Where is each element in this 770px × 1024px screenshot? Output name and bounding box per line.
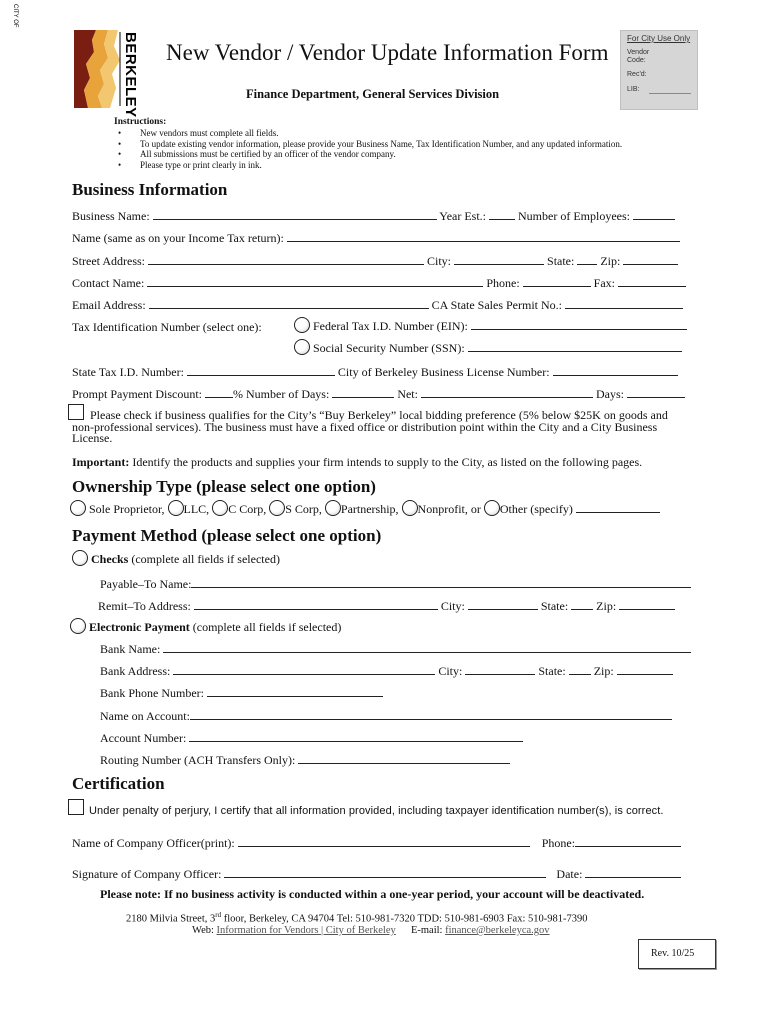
business-name-field[interactable] — [153, 208, 437, 220]
remit-zip-field[interactable] — [619, 598, 675, 610]
checks-note: (complete all fields if selected) — [131, 552, 280, 566]
account-number-field[interactable] — [189, 730, 523, 742]
electronic-row — [70, 618, 341, 635]
ownership-label-other: Other (specify) — [499, 502, 573, 516]
instruction-item: • Please type or print clearly in ink. — [118, 160, 622, 171]
fax-label: Fax: — [593, 276, 615, 290]
vendor-code-label: Vendor Code: — [627, 49, 650, 64]
ownership-radio-scorp[interactable] — [269, 500, 285, 516]
ownership-label-scorp: S Corp, — [285, 502, 322, 516]
ssn-radio[interactable] — [294, 339, 310, 355]
address-contact: floor, Berkeley, CA 94704 Tel: 510-981-7320 TDD: 510-981-6903 Fax: 510-981-7390 — [221, 913, 588, 925]
ssn-field[interactable] — [468, 340, 682, 352]
instruction-item: • To update existing vendor information, please provide your Business Name, Tax Identification Number, and any updated information. — [118, 139, 622, 150]
remit-zip-label: Zip: — [596, 599, 617, 613]
electronic-note: (complete all fields if selected) — [192, 620, 342, 634]
account-number-label: Account Number: — [100, 731, 187, 745]
important-text: Identify the products and supplies your firm intends to supply to the City, as listed on the following pages. — [132, 455, 643, 469]
email-link-label: E-mail: — [410, 925, 443, 936]
bank-phone-label: Bank Phone Number: — [100, 686, 204, 700]
officer-phone-field[interactable] — [575, 835, 681, 847]
business-name-label: Business Name: — [72, 209, 150, 223]
remit-city-field[interactable] — [468, 598, 538, 610]
year-est-field[interactable] — [489, 208, 515, 220]
phone-field[interactable] — [523, 275, 591, 287]
tax-name-field[interactable] — [287, 230, 680, 242]
footer-address — [126, 911, 588, 925]
contact-row — [72, 275, 686, 291]
date-field[interactable] — [585, 866, 681, 878]
page-title: New Vendor / Vendor Update Information Form — [166, 40, 609, 65]
bank-address-field[interactable] — [173, 663, 435, 675]
ownership-label-ccorp: C Corp, — [228, 502, 267, 516]
ein-radio[interactable] — [294, 317, 310, 333]
checks-row — [72, 550, 280, 567]
remit-to-field[interactable] — [194, 598, 438, 610]
lib-line — [649, 93, 691, 94]
ownership-radio-other[interactable] — [484, 500, 500, 516]
tin-label: Tax Identification Number (select one): — [72, 320, 262, 334]
finance-email-link[interactable]: finance@berkeleyca.gov — [445, 925, 550, 936]
officer-name-field[interactable] — [238, 835, 530, 847]
deactivation-note: Please note: If no business activity is conducted within a one-year period, your account will be deactivated. — [100, 887, 645, 901]
certification-heading: Certification — [72, 774, 165, 793]
ownership-other-field[interactable] — [576, 501, 660, 513]
address-superscript: rd — [215, 911, 222, 919]
ownership-label-sole: Sole Proprietor, — [89, 502, 165, 516]
city-use-heading: For City Use Only — [627, 34, 691, 43]
ownership-options — [70, 500, 660, 517]
recd-label: Rec'd: — [627, 71, 647, 78]
logo-city-of: CITY OF — [12, 4, 18, 28]
street-row — [72, 253, 678, 269]
ownership-radio-sole[interactable] — [70, 500, 86, 516]
bank-address-row — [100, 663, 673, 679]
routing-field[interactable] — [298, 752, 510, 764]
signature-field[interactable] — [224, 866, 546, 878]
business-heading: Business Information — [72, 180, 228, 199]
state-field[interactable] — [577, 253, 597, 265]
bank-city-field[interactable] — [465, 663, 535, 675]
ownership-radio-nonprofit[interactable] — [402, 500, 418, 516]
ownership-label-nonprofit: Nonprofit, or — [417, 502, 481, 516]
officer-name-row — [72, 835, 681, 851]
street-field[interactable] — [148, 253, 424, 265]
bank-zip-label: Zip: — [593, 664, 614, 678]
electronic-label: Electronic Payment — [89, 620, 190, 634]
instruction-item: • New vendors must complete all fields. — [118, 128, 622, 139]
address-text: 2180 Milvia Street, 3 — [126, 913, 216, 925]
ein-label: Federal Tax I.D. Number (EIN): — [313, 319, 468, 333]
electronic-radio[interactable] — [70, 618, 86, 634]
fax-field[interactable] — [618, 275, 686, 287]
instructions-list — [118, 128, 622, 170]
payable-to-row — [100, 576, 691, 592]
ssn-row — [294, 339, 682, 356]
contact-label: Contact Name: — [72, 276, 145, 290]
bank-name-row — [100, 641, 691, 657]
ownership-radio-ccorp[interactable] — [212, 500, 228, 516]
email-row — [72, 297, 683, 313]
license-field[interactable] — [553, 364, 678, 376]
page-subtitle: Finance Department, General Services Division — [246, 87, 500, 101]
year-est-label: Year Est.: — [439, 209, 487, 223]
num-days-field[interactable] — [332, 386, 394, 398]
city-label: City: — [427, 254, 452, 268]
net-label: Net: — [397, 387, 418, 401]
bank-name-label: Bank Name: — [100, 642, 161, 656]
zip-label: Zip: — [600, 254, 621, 268]
officer-name-label: Name of Company Officer(print): — [72, 836, 235, 850]
discount-pct-field[interactable] — [205, 386, 233, 398]
ein-field[interactable] — [471, 318, 687, 330]
web-label: Web: — [192, 925, 214, 936]
payable-to-field[interactable] — [191, 576, 691, 588]
account-name-row — [100, 708, 672, 724]
ein-row — [294, 317, 687, 334]
bank-state-label: State: — [538, 664, 566, 678]
state-label: State: — [547, 254, 575, 268]
remit-to-row — [98, 598, 675, 614]
ownership-label-partnership: Partnership, — [340, 502, 399, 516]
payable-to-label: Payable–To Name: — [100, 577, 192, 591]
license-label: City of Berkeley Business License Number: — [337, 365, 550, 379]
bank-state-field[interactable] — [569, 663, 591, 675]
date-label: Date: — [556, 867, 583, 881]
ssn-label: Social Security Number (SSN): — [313, 341, 465, 355]
account-name-field[interactable] — [190, 708, 672, 720]
zip-field[interactable] — [623, 253, 678, 265]
bank-city-label: City: — [438, 664, 463, 678]
footer-web — [192, 925, 550, 936]
checks-radio[interactable] — [72, 550, 88, 566]
ownership-radio-partnership[interactable] — [325, 500, 341, 516]
days-label: Days: — [595, 387, 624, 401]
city-field[interactable] — [454, 253, 544, 265]
revision-label: Rev. 10/25 — [651, 948, 695, 959]
email-field[interactable] — [149, 297, 429, 309]
remit-state-field[interactable] — [571, 598, 593, 610]
checks-label: Checks — [91, 552, 129, 566]
lib-label: LIB: — [627, 86, 640, 93]
account-name-label: Name on Account: — [100, 709, 190, 723]
bank-address-label: Bank Address: — [100, 664, 171, 678]
bank-phone-field[interactable] — [207, 685, 383, 697]
city-logo — [12, 4, 154, 118]
tax-name-label: Name (same as on your Income Tax return): — [72, 231, 284, 245]
state-tax-row — [72, 364, 678, 380]
account-number-row — [100, 730, 523, 746]
tax-name-row — [72, 230, 680, 246]
important-row — [72, 455, 642, 470]
business-name-row — [72, 208, 675, 224]
vendor-info-link[interactable]: Information for Vendors | City of Berkeley — [216, 925, 396, 936]
state-tax-label: State Tax I.D. Number: — [72, 365, 184, 379]
prompt-discount-label: Prompt Payment Discount: — [72, 387, 202, 401]
routing-row — [100, 752, 510, 768]
remit-city-label: City: — [440, 599, 465, 613]
prompt-discount-row — [72, 386, 685, 402]
remit-state-label: State: — [540, 599, 569, 613]
street-label: Street Address: — [72, 254, 145, 268]
ca-permit-field[interactable] — [565, 297, 683, 309]
remit-to-label: Remit–To Address: — [98, 599, 191, 613]
instruction-item: • All submissions must be certified by an officer of the vendor company. — [118, 149, 622, 160]
signature-row — [72, 866, 681, 882]
important-label: Important: — [72, 455, 130, 469]
payment-heading: Payment Method (please select one option) — [72, 526, 382, 545]
email-label: Email Address: — [72, 298, 146, 312]
buy-berkeley-text: Please check if business qualifies for the City’s “Buy Berkeley” local bidding preference (5% below $25K on goods and non-professional services). The business must have a fixed office or distribution point within the City and a City Business License. — [72, 408, 668, 445]
instructions-title: Instructions: — [114, 117, 167, 127]
signature-label: Signature of Company Officer: — [72, 867, 222, 881]
certify-statement: Under penalty of perjury, I certify that all information provided, including taxpayer identification number(s), is correct. — [89, 805, 664, 817]
routing-label: Routing Number (ACH Transfers Only): — [100, 753, 296, 767]
pct-days-label: % Number of Days: — [233, 387, 330, 401]
bank-phone-row — [100, 685, 383, 701]
bank-zip-field[interactable] — [617, 663, 673, 675]
city-use-box — [620, 30, 698, 110]
days-field[interactable] — [627, 386, 685, 398]
logo-berkeley: BERKELEY — [122, 32, 139, 118]
employees-field[interactable] — [633, 208, 675, 220]
ownership-radio-llc[interactable] — [168, 500, 184, 516]
officer-phone-label: Phone: — [541, 836, 576, 850]
ownership-label-llc: LLC, — [183, 502, 210, 516]
phone-label: Phone: — [486, 276, 520, 290]
net-field[interactable] — [421, 386, 593, 398]
bank-name-field[interactable] — [163, 641, 691, 653]
ca-permit-label: CA State Sales Permit No.: — [431, 298, 563, 312]
ownership-heading: Ownership Type (please select one option) — [72, 477, 376, 496]
contact-field[interactable] — [147, 275, 483, 287]
revision-box — [638, 939, 716, 969]
employees-label: Number of Employees: — [518, 209, 630, 223]
state-tax-field[interactable] — [187, 364, 335, 376]
